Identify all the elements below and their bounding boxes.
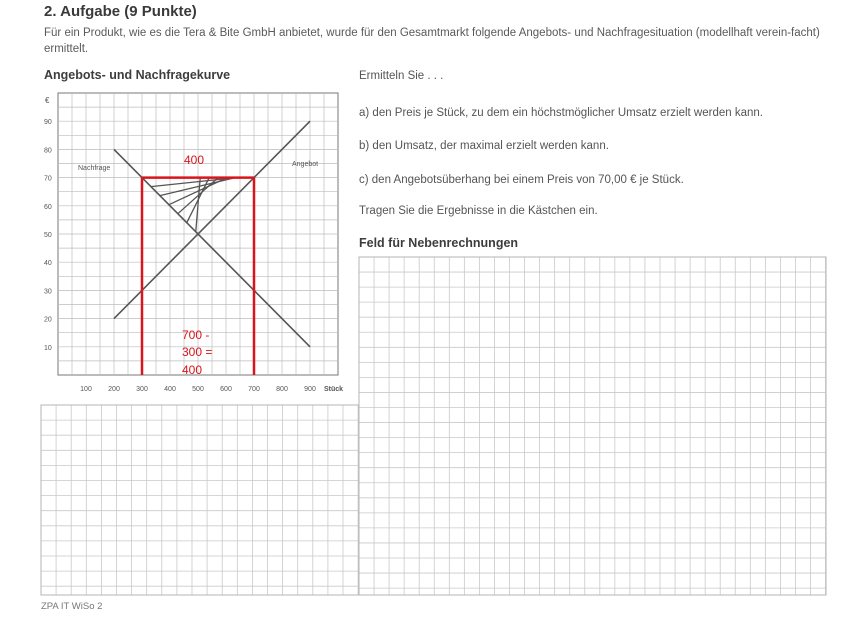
y-tick-label: 10	[44, 344, 52, 352]
y-tick-label: 20	[44, 316, 52, 324]
x-tick-label: 500	[192, 386, 204, 393]
task-title: 2. Aufgabe (9 Punkte)	[44, 3, 197, 20]
question-a: a) den Preis je Stück, zu dem ein höchstmöglicher Umsatz erzielt werden kann.	[359, 107, 763, 119]
calc-grid-bottom[interactable]	[41, 405, 359, 595]
x-tick-label: 800	[276, 386, 288, 393]
x-tick-label: 400	[164, 386, 176, 393]
question-c: c) den Angebotsüberhang bei einem Preis von 70,00 € je Stück.	[359, 174, 684, 186]
y-tick-label: 90	[44, 119, 52, 127]
x-tick-label: 200	[108, 386, 120, 393]
y-tick-label: 40	[44, 260, 52, 268]
x-tick-label: 600	[220, 386, 232, 393]
calc-field-heading: Feld für Nebenrechnungen	[359, 236, 519, 250]
y-tick-label: 80	[44, 147, 52, 155]
annotation-line-1: 700 -	[182, 328, 210, 342]
legend-angebot: Angebot	[292, 161, 319, 168]
instruction-text: Tragen Sie die Ergebnisse in die Kästchen ein.	[359, 205, 598, 217]
annotation-line-2: 300 =	[182, 345, 213, 359]
x-axis-label: Stück	[324, 386, 344, 393]
y-tick-label: 60	[44, 203, 52, 211]
y-tick-label: 30	[44, 288, 52, 296]
legend-nachfrage: Nachfrage	[78, 165, 111, 172]
x-tick-label: 300	[136, 386, 148, 393]
grid-border	[359, 257, 826, 595]
question-b: b) den Umsatz, der maximal erzielt werden kann.	[359, 140, 609, 152]
y-tick-label: 50	[44, 232, 52, 239]
x-tick-label: 900	[304, 386, 316, 393]
calc-grid-right[interactable]	[359, 257, 826, 595]
footer-code: ZPA IT WiSo 2	[41, 601, 103, 612]
supply-demand-chart	[44, 93, 343, 393]
annotation-400-top: 400	[184, 153, 205, 167]
x-tick-label: 100	[80, 386, 92, 393]
chart-heading: Angebots- und Nachfragekurve	[44, 68, 231, 82]
grid-border	[41, 405, 359, 595]
x-tick-label: 700	[248, 386, 260, 393]
annotation-line-3: 400	[182, 363, 203, 377]
task-lead: Ermitteln Sie . . .	[359, 70, 444, 82]
y-tick-label: 70	[44, 175, 52, 183]
task-intro: Für ein Produkt, wie es die Tera & Bite GmbH anbietet, wurde für den Gesamtmarkt folgende Angebots- und Nachfragesituation (modellhaft verein-facht) ermittelt.	[44, 27, 820, 55]
y-axis-label: €	[45, 96, 50, 105]
